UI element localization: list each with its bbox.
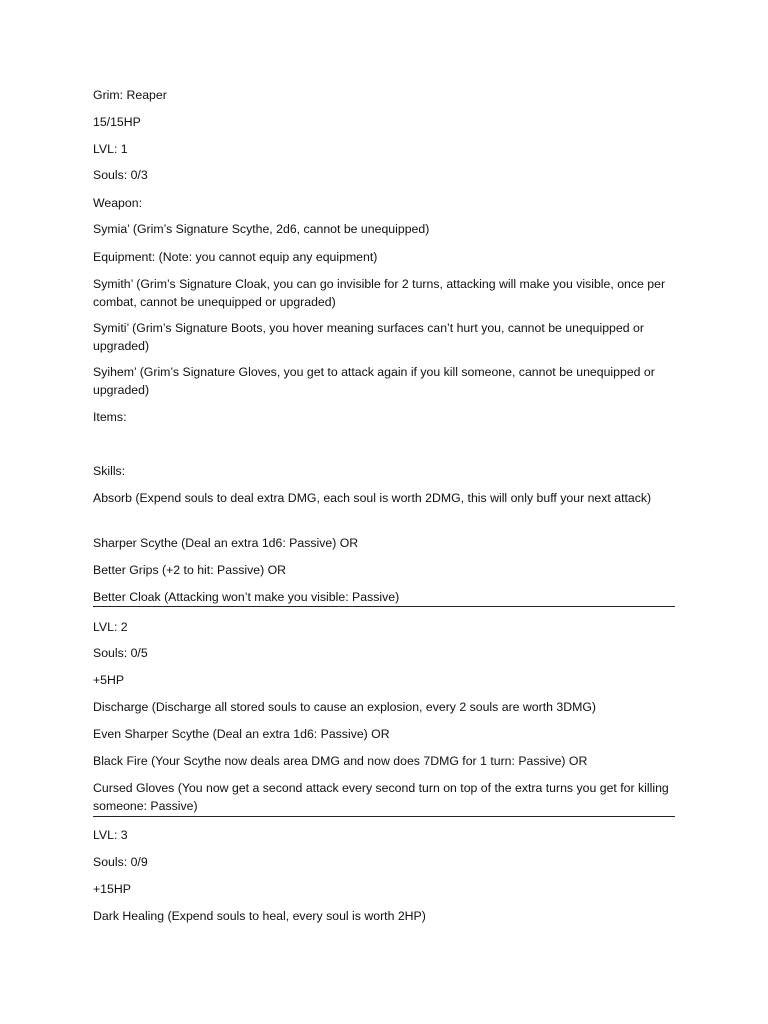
level-3-label: LVL: 3 <box>93 828 128 842</box>
equipment-cloak: Symith’ (Grim’s Signature Cloak, you can go invisible for 2 turns, attacking will make you visible, once per combat, cannot be unequipped or upgraded) <box>93 277 666 309</box>
weapon-entry: Symia’ (Grim’s Signature Scythe, 2d6, cannot be unequipped) <box>93 222 430 236</box>
skills-heading: Skills: <box>93 464 126 478</box>
section-divider <box>93 816 675 817</box>
skill-cursed-gloves: Cursed Gloves (You now get a second attack every second turn on top of the extra turns you get for killing someone: Passive) <box>93 781 669 813</box>
character-title: Grim: Reaper <box>93 88 167 102</box>
equipment-heading: Equipment: (Note: you cannot equip any equipment) <box>93 250 378 264</box>
level-2-label: LVL: 2 <box>93 620 128 634</box>
skill-dark-healing: Dark Healing (Expend souls to heal, every soul is worth 2HP) <box>93 909 426 923</box>
equipment-gloves: Syihem’ (Grim’s Signature Gloves, you get to attack again if you kill someone, cannot be unequipped or upgraded) <box>93 365 655 397</box>
weapon-heading: Weapon: <box>93 196 142 210</box>
hp-bonus-level-2: +5HP <box>93 673 125 687</box>
souls-level-3: Souls: 0/9 <box>93 855 148 869</box>
skill-better-grips: Better Grips (+2 to hit: Passive) OR <box>93 563 287 577</box>
skill-sharper-scythe: Sharper Scythe (Deal an extra 1d6: Passive) OR <box>93 536 359 550</box>
skill-absorb: Absorb (Expend souls to deal extra DMG, each soul is worth 2DMG, this will only buff your next attack) <box>93 491 652 505</box>
section-divider <box>93 606 675 607</box>
hp-bonus-level-3: +15HP <box>93 882 131 896</box>
skill-better-cloak: Better Cloak (Attacking won’t make you visible: Passive) <box>93 590 400 604</box>
skill-even-sharper-scythe: Even Sharper Scythe (Deal an extra 1d6: Passive) OR <box>93 727 390 741</box>
level-1-label: LVL: 1 <box>93 142 128 156</box>
items-heading: Items: <box>93 410 127 424</box>
skill-black-fire: Black Fire (Your Scythe now deals area DMG and now does 7DMG for 1 turn: Passive) OR <box>93 754 588 768</box>
souls-level-2: Souls: 0/5 <box>93 646 148 660</box>
hp-value: 15/15HP <box>93 115 141 129</box>
equipment-boots: Symiti’ (Grim’s Signature Boots, you hover meaning surfaces can’t hurt you, cannot be unequipped or upgraded) <box>93 321 644 353</box>
skill-discharge: Discharge (Discharge all stored souls to cause an explosion, every 2 souls are worth 3DMG) <box>93 700 597 714</box>
souls-level-1: Souls: 0/3 <box>93 168 148 182</box>
